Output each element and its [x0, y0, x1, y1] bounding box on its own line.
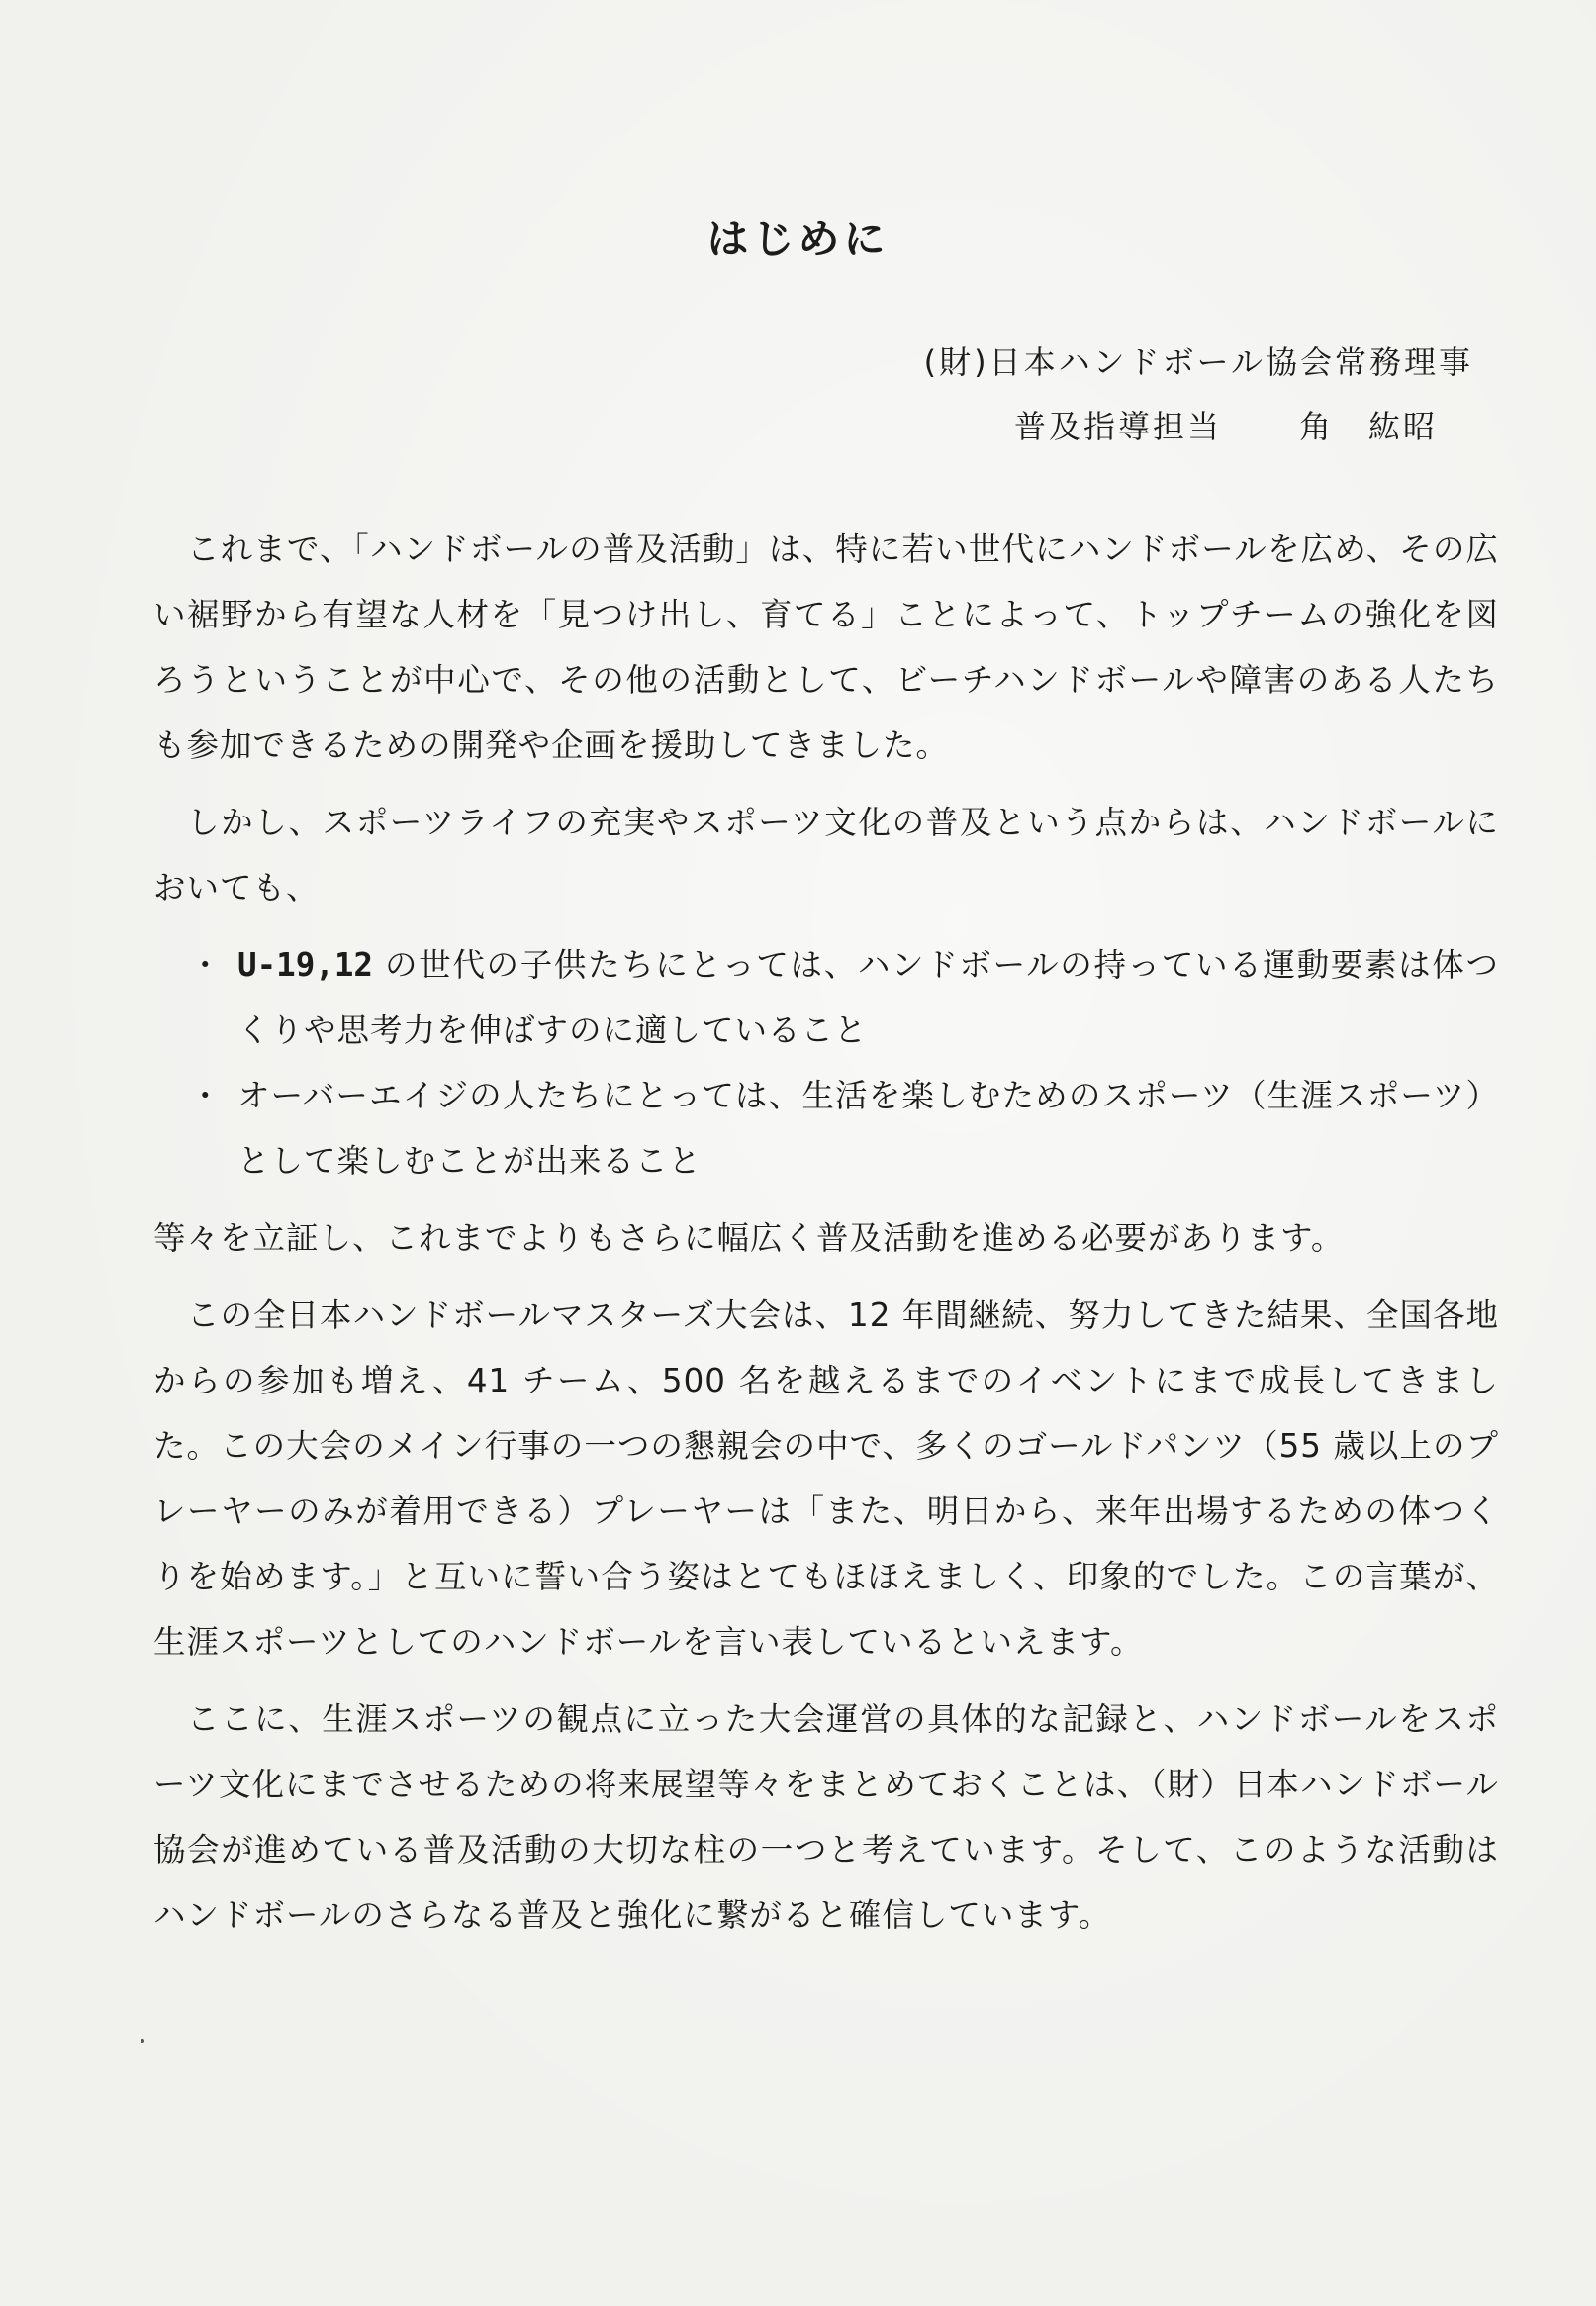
author-organization: (財)日本ハンドボール協会常務理事	[923, 343, 1473, 381]
bullet-text: オーバーエイジの人たちにとっては、生活を楽しむためのスポーツ（生涯スポーツ）として楽しむことが出来ること	[237, 1077, 1499, 1180]
author-role: 普及指導担当	[1013, 408, 1222, 445]
page-title: はじめに	[706, 215, 890, 263]
bullet-item-1	[153, 932, 1499, 1063]
bullet-prefix: U-19,12	[237, 946, 373, 984]
bullet-item-2	[153, 1063, 1499, 1194]
bullet-text: の世代の子供たちにとっては、ハンドボールの持っている運動要素は体つくりや思考力を伸ばすのに適していること	[237, 946, 1499, 1049]
author-name: 角 紘昭	[1298, 408, 1438, 445]
bullet-marker: ・	[189, 1077, 223, 1114]
paragraph-4: この全日本ハンドボールマスターズ大会は、12 年間継続、努力してきた結果、全国各地からの参加も増え、41 チーム、500 名を越えるまでのイベントにまで成長してきました。この大会のメイン行事の一つの懇親会の中で、多くのゴールドパンツ（55 歳以上のプレーヤーのみが着用できる）プレーヤーは「また、明日から、来年出場するための体つくりを始めます。」と互いに誓い合う姿はとてもほほえましく、印象的でした。この言葉が、生涯スポーツとしてのハンドボールを言い表しているといえます。	[153, 1297, 1499, 1661]
author-line	[1014, 402, 1438, 451]
paragraph-3: 等々を立証し、これまでよりもさらに幅広く普及活動を進める必要があります。	[153, 1219, 1345, 1257]
bullet-list	[153, 932, 1499, 1194]
bullet-marker: ・	[189, 946, 223, 984]
scan-speck	[141, 2039, 144, 2043]
paragraph-2: しかし、スポーツライフの充実やスポーツ文化の普及という点からは、ハンドボールにおいても、	[153, 804, 1499, 907]
paragraph-5: ここに、生涯スポーツの観点に立った大会運営の具体的な記録と、ハンドボールをスポーツ文化にまでさせるための将来展望等々をまとめておくことは、（財）日本ハンドボール協会が進めている普及活動の大切な柱の一つと考えています。そして、このような活動はハンドボールのさらなる普及と強化に繋がると確信しています。	[153, 1700, 1499, 1934]
paragraph-1: これまで、「ハンドボールの普及活動」は、特に若い世代にハンドボールを広め、その広い裾野から有望な人材を「見つけ出し、育てる」ことによって、トップチームの強化を図ろうということが中心で、その他の活動として、ビーチハンドボールや障害のある人たちも参加できるための開発や企画を援助してきました。	[153, 530, 1499, 764]
document-body	[153, 517, 1499, 1960]
